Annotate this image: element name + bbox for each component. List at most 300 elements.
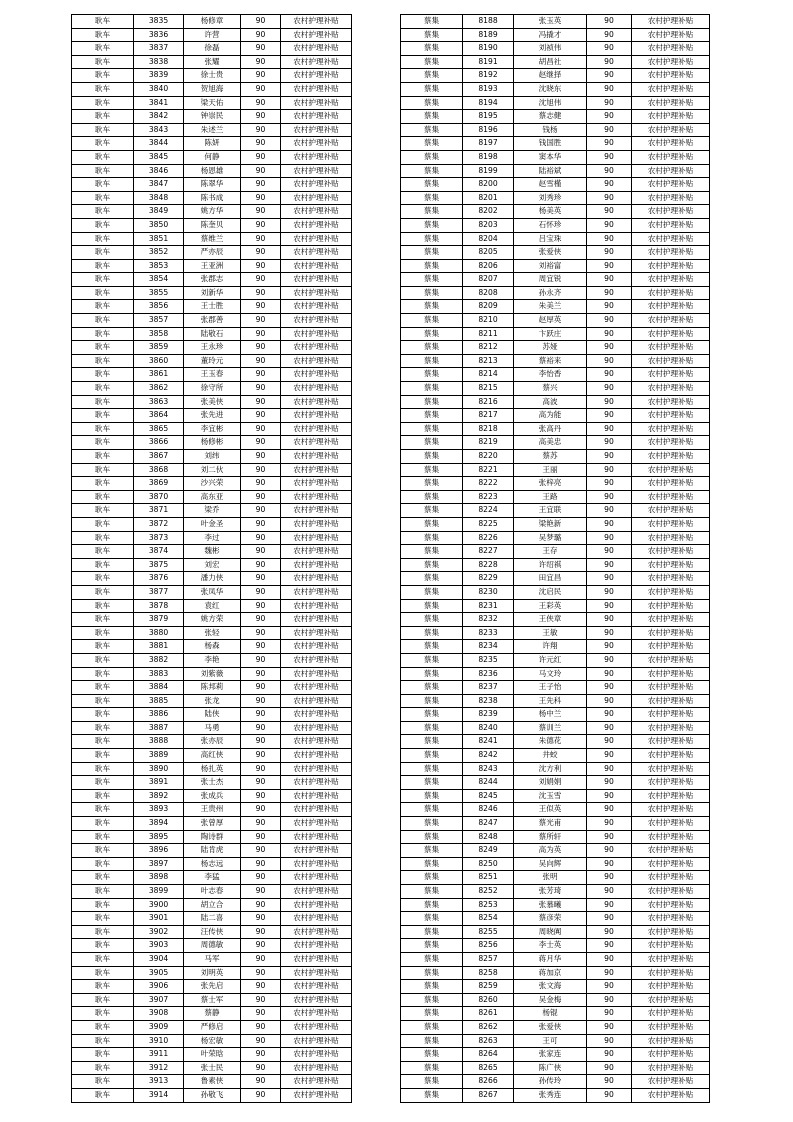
- table-row: [72, 354, 352, 368]
- name-cell: 高为英: [514, 844, 587, 858]
- village-cell: 耿车: [72, 830, 134, 844]
- subsidy-type-cell: 农村护理补贴: [281, 585, 352, 599]
- subsidy-type-cell: 农村护理补贴: [281, 844, 352, 858]
- village-cell: 耿车: [72, 898, 134, 912]
- id-cell: 8257: [463, 952, 514, 966]
- amount-cell: 90: [587, 694, 632, 708]
- table-row: [72, 273, 352, 287]
- subsidy-type-cell: 农村护理补贴: [632, 626, 710, 640]
- name-cell: 王路: [514, 490, 587, 504]
- table-row: [72, 1020, 352, 1034]
- id-cell: 3908: [134, 1007, 184, 1021]
- amount-cell: 90: [587, 286, 632, 300]
- name-cell: 苏娅: [514, 341, 587, 355]
- amount-cell: 90: [587, 504, 632, 518]
- amount-cell: 90: [587, 952, 632, 966]
- amount-cell: 90: [587, 273, 632, 287]
- subsidy-type-cell: 农村护理补贴: [281, 286, 352, 300]
- name-cell: 陆裕斌: [514, 164, 587, 178]
- subsidy-type-cell: 农村护理补贴: [281, 150, 352, 164]
- table-row: [72, 150, 352, 164]
- amount-cell: 90: [587, 925, 632, 939]
- name-cell: 周晓阗: [514, 925, 587, 939]
- id-cell: 3870: [134, 490, 184, 504]
- subsidy-type-cell: 农村护理补贴: [632, 545, 710, 559]
- name-cell: 许绍祺: [514, 558, 587, 572]
- id-cell: 3871: [134, 504, 184, 518]
- subsidy-type-cell: 农村护理补贴: [281, 463, 352, 477]
- id-cell: 3843: [134, 123, 184, 137]
- table-row: [401, 585, 710, 599]
- subsidy-type-cell: 农村护理补贴: [281, 327, 352, 341]
- village-cell: 蔡集: [401, 640, 463, 654]
- village-cell: 耿车: [72, 422, 134, 436]
- id-cell: 8245: [463, 789, 514, 803]
- id-cell: 8217: [463, 409, 514, 423]
- table-row: [401, 708, 710, 722]
- name-cell: 吴金梅: [514, 993, 587, 1007]
- name-cell: 田宜昌: [514, 572, 587, 586]
- subsidy-type-cell: 农村护理补贴: [281, 246, 352, 260]
- name-cell: 钟崇民: [184, 110, 241, 124]
- name-cell: 杨志远: [184, 857, 241, 871]
- table-row: [401, 640, 710, 654]
- id-cell: 3840: [134, 82, 184, 96]
- village-cell: 蔡集: [401, 517, 463, 531]
- village-cell: 耿车: [72, 640, 134, 654]
- amount-cell: 90: [241, 653, 281, 667]
- amount-cell: 90: [587, 191, 632, 205]
- village-cell: 耿车: [72, 246, 134, 260]
- amount-cell: 90: [241, 830, 281, 844]
- name-cell: 刘明英: [184, 966, 241, 980]
- village-cell: 耿车: [72, 96, 134, 110]
- name-cell: 杨中兰: [514, 708, 587, 722]
- name-cell: 蔡彦荣: [514, 912, 587, 926]
- name-cell: 张士杰: [184, 776, 241, 790]
- village-cell: 耿车: [72, 952, 134, 966]
- village-cell: 耿车: [72, 82, 134, 96]
- id-cell: 8215: [463, 382, 514, 396]
- table-row: [401, 69, 710, 83]
- name-cell: 蒋月华: [514, 952, 587, 966]
- amount-cell: 90: [241, 286, 281, 300]
- subsidy-type-cell: 农村护理补贴: [632, 450, 710, 464]
- table-row: [72, 422, 352, 436]
- name-cell: 朱美兰: [514, 300, 587, 314]
- amount-cell: 90: [241, 55, 281, 69]
- subsidy-type-cell: 农村护理补贴: [281, 708, 352, 722]
- name-cell: 张芳琦: [514, 885, 587, 899]
- id-cell: 3893: [134, 803, 184, 817]
- table-row: [401, 762, 710, 776]
- name-cell: 张郡志: [184, 273, 241, 287]
- table-row: [401, 232, 710, 246]
- name-cell: 蔡兴: [514, 382, 587, 396]
- id-cell: 3848: [134, 191, 184, 205]
- subsidy-type-cell: 农村护理补贴: [632, 354, 710, 368]
- amount-cell: 90: [587, 966, 632, 980]
- table-row: [72, 708, 352, 722]
- id-cell: 3894: [134, 817, 184, 831]
- amount-cell: 90: [241, 205, 281, 219]
- village-cell: 耿车: [72, 613, 134, 627]
- id-cell: 3846: [134, 164, 184, 178]
- table-row: [72, 776, 352, 790]
- id-cell: 3855: [134, 286, 184, 300]
- amount-cell: 90: [587, 803, 632, 817]
- id-cell: 3884: [134, 681, 184, 695]
- village-cell: 蔡集: [401, 341, 463, 355]
- id-cell: 8259: [463, 980, 514, 994]
- village-cell: 蔡集: [401, 1034, 463, 1048]
- village-cell: 蔡集: [401, 205, 463, 219]
- village-cell: 蔡集: [401, 789, 463, 803]
- amount-cell: 90: [241, 626, 281, 640]
- village-cell: 耿车: [72, 191, 134, 205]
- name-cell: 孙敬飞: [184, 1088, 241, 1102]
- amount-cell: 90: [587, 735, 632, 749]
- subsidy-type-cell: 农村护理补贴: [281, 735, 352, 749]
- name-cell: 周德敏: [184, 939, 241, 953]
- id-cell: 8240: [463, 721, 514, 735]
- id-cell: 3890: [134, 762, 184, 776]
- village-cell: 耿车: [72, 300, 134, 314]
- name-cell: 张龙: [184, 694, 241, 708]
- table-row: [72, 653, 352, 667]
- name-cell: 蔡光甫: [514, 817, 587, 831]
- id-cell: 3841: [134, 96, 184, 110]
- amount-cell: 90: [241, 137, 281, 151]
- amount-cell: 90: [241, 42, 281, 56]
- amount-cell: 90: [241, 694, 281, 708]
- name-cell: 王贵州: [184, 803, 241, 817]
- village-cell: 蔡集: [401, 327, 463, 341]
- id-cell: 8251: [463, 871, 514, 885]
- table-row: [72, 137, 352, 151]
- table-row: [401, 531, 710, 545]
- subsidy-type-cell: 农村护理补贴: [632, 640, 710, 654]
- table-row: [72, 327, 352, 341]
- table-row: [401, 286, 710, 300]
- table-row: [401, 626, 710, 640]
- table-row: [72, 531, 352, 545]
- village-cell: 蔡集: [401, 1020, 463, 1034]
- table-row: [401, 952, 710, 966]
- table-row: [72, 15, 352, 29]
- id-cell: 3864: [134, 409, 184, 423]
- id-cell: 3891: [134, 776, 184, 790]
- amount-cell: 90: [587, 653, 632, 667]
- table-row: [72, 55, 352, 69]
- subsidy-type-cell: 农村护理补贴: [632, 1034, 710, 1048]
- village-cell: 蔡集: [401, 382, 463, 396]
- id-cell: 8221: [463, 463, 514, 477]
- subsidy-type-cell: 农村护理补贴: [632, 504, 710, 518]
- name-cell: 赵厚英: [514, 314, 587, 328]
- table-row: [72, 409, 352, 423]
- id-cell: 8252: [463, 885, 514, 899]
- id-cell: 8263: [463, 1034, 514, 1048]
- amount-cell: 90: [241, 409, 281, 423]
- amount-cell: 90: [587, 55, 632, 69]
- id-cell: 8207: [463, 273, 514, 287]
- name-cell: 梁艳新: [514, 517, 587, 531]
- subsidy-type-cell: 农村护理补贴: [281, 1007, 352, 1021]
- subsidy-type-cell: 农村护理补贴: [281, 69, 352, 83]
- table-row: [72, 259, 352, 273]
- table-row: [72, 667, 352, 681]
- subsidy-type-cell: 农村护理补贴: [632, 28, 710, 42]
- subsidy-type-cell: 农村护理补贴: [281, 803, 352, 817]
- name-cell: 刘裕富: [514, 259, 587, 273]
- amount-cell: 90: [241, 762, 281, 776]
- amount-cell: 90: [587, 980, 632, 994]
- subsidy-type-cell: 农村护理补贴: [632, 966, 710, 980]
- subsidy-type-cell: 农村护理补贴: [632, 1061, 710, 1075]
- amount-cell: 90: [241, 749, 281, 763]
- village-cell: 耿车: [72, 776, 134, 790]
- id-cell: 8241: [463, 735, 514, 749]
- village-cell: 蔡集: [401, 273, 463, 287]
- id-cell: 8261: [463, 1007, 514, 1021]
- subsidy-type-cell: 农村护理补贴: [281, 259, 352, 273]
- village-cell: 耿车: [72, 477, 134, 491]
- village-cell: 蔡集: [401, 436, 463, 450]
- village-cell: 蔡集: [401, 830, 463, 844]
- amount-cell: 90: [587, 96, 632, 110]
- id-cell: 3844: [134, 137, 184, 151]
- name-cell: 马勇: [184, 721, 241, 735]
- table-row: [72, 517, 352, 531]
- village-cell: 蔡集: [401, 395, 463, 409]
- village-cell: 蔡集: [401, 844, 463, 858]
- table-row: [72, 789, 352, 803]
- subsidy-type-cell: 农村护理补贴: [281, 273, 352, 287]
- village-cell: 耿车: [72, 803, 134, 817]
- village-cell: 蔡集: [401, 42, 463, 56]
- table-row: [72, 300, 352, 314]
- table-row: [72, 803, 352, 817]
- amount-cell: 90: [241, 613, 281, 627]
- village-cell: 蔡集: [401, 653, 463, 667]
- name-cell: 朱德花: [514, 735, 587, 749]
- village-cell: 耿车: [72, 218, 134, 232]
- name-cell: 刘秀珍: [514, 191, 587, 205]
- name-cell: 吴向辉: [514, 857, 587, 871]
- subsidy-type-cell: 农村护理补贴: [632, 857, 710, 871]
- table-row: [72, 178, 352, 192]
- name-cell: 王子怡: [514, 681, 587, 695]
- amount-cell: 90: [241, 789, 281, 803]
- table-row: [72, 871, 352, 885]
- subsidy-type-cell: 农村护理补贴: [281, 749, 352, 763]
- name-cell: 蔡所轩: [514, 830, 587, 844]
- subsidy-type-cell: 农村护理补贴: [281, 776, 352, 790]
- subsidy-type-cell: 农村护理补贴: [281, 450, 352, 464]
- amount-cell: 90: [241, 885, 281, 899]
- id-cell: 8196: [463, 123, 514, 137]
- village-cell: 蔡集: [401, 1075, 463, 1089]
- name-cell: 王永珍: [184, 341, 241, 355]
- village-cell: 耿车: [72, 681, 134, 695]
- amount-cell: 90: [587, 817, 632, 831]
- subsidy-type-cell: 农村护理补贴: [632, 871, 710, 885]
- amount-cell: 90: [587, 572, 632, 586]
- village-cell: 蔡集: [401, 286, 463, 300]
- id-cell: 8195: [463, 110, 514, 124]
- name-cell: 王丽: [514, 463, 587, 477]
- table-row: [72, 450, 352, 464]
- table-row: [72, 246, 352, 260]
- name-cell: 冯撬才: [514, 28, 587, 42]
- name-cell: 马军: [184, 952, 241, 966]
- name-cell: 严亦辰: [184, 246, 241, 260]
- name-cell: 蒋加京: [514, 966, 587, 980]
- village-cell: 蔡集: [401, 776, 463, 790]
- table-row: [72, 885, 352, 899]
- amount-cell: 90: [241, 776, 281, 790]
- id-cell: 3836: [134, 28, 184, 42]
- name-cell: 徐守所: [184, 382, 241, 396]
- id-cell: 8229: [463, 572, 514, 586]
- amount-cell: 90: [241, 191, 281, 205]
- id-cell: 8190: [463, 42, 514, 56]
- village-cell: 蔡集: [401, 490, 463, 504]
- subsidy-type-cell: 农村护理补贴: [632, 314, 710, 328]
- amount-cell: 90: [241, 110, 281, 124]
- amount-cell: 90: [241, 721, 281, 735]
- village-cell: 耿车: [72, 273, 134, 287]
- amount-cell: 90: [241, 545, 281, 559]
- village-cell: 蔡集: [401, 463, 463, 477]
- name-cell: 卞跃庄: [514, 327, 587, 341]
- id-cell: 8228: [463, 558, 514, 572]
- name-cell: 叶荣晗: [184, 1048, 241, 1062]
- table-row: [401, 885, 710, 899]
- subsidy-type-cell: 农村护理补贴: [281, 613, 352, 627]
- village-cell: 耿车: [72, 844, 134, 858]
- subsidy-type-cell: 农村护理补贴: [632, 178, 710, 192]
- name-cell: 胡昌社: [514, 55, 587, 69]
- table-row: [401, 572, 710, 586]
- village-cell: 耿车: [72, 137, 134, 151]
- village-cell: 蔡集: [401, 123, 463, 137]
- amount-cell: 90: [587, 314, 632, 328]
- subsidy-type-cell: 农村护理补贴: [281, 504, 352, 518]
- village-cell: 蔡集: [401, 952, 463, 966]
- table-row: [72, 490, 352, 504]
- table-row: [401, 721, 710, 735]
- id-cell: 8205: [463, 246, 514, 260]
- table-row: [72, 844, 352, 858]
- village-cell: 耿车: [72, 1007, 134, 1021]
- table-row: [72, 232, 352, 246]
- subsidy-type-cell: 农村护理补贴: [632, 463, 710, 477]
- table-row: [72, 382, 352, 396]
- name-cell: 董玲元: [184, 354, 241, 368]
- amount-cell: 90: [587, 749, 632, 763]
- name-cell: 陈奎贝: [184, 218, 241, 232]
- subsidy-type-cell: 农村护理补贴: [281, 817, 352, 831]
- village-cell: 耿车: [72, 259, 134, 273]
- name-cell: 刘新华: [184, 286, 241, 300]
- id-cell: 3865: [134, 422, 184, 436]
- village-cell: 耿车: [72, 531, 134, 545]
- table-row: [72, 966, 352, 980]
- name-cell: 贺旭海: [184, 82, 241, 96]
- village-cell: 蔡集: [401, 749, 463, 763]
- name-cell: 沈启民: [514, 585, 587, 599]
- name-cell: 沈旭伟: [514, 96, 587, 110]
- id-cell: 3905: [134, 966, 184, 980]
- table-row: [72, 286, 352, 300]
- village-cell: 耿车: [72, 925, 134, 939]
- village-cell: 耿车: [72, 939, 134, 953]
- name-cell: 张先进: [184, 409, 241, 423]
- amount-cell: 90: [587, 218, 632, 232]
- village-cell: 蔡集: [401, 531, 463, 545]
- name-cell: 杨森: [184, 640, 241, 654]
- village-cell: 蔡集: [401, 762, 463, 776]
- table-row: [401, 314, 710, 328]
- subsidy-type-cell: 农村护理补贴: [632, 708, 710, 722]
- amount-cell: 90: [587, 1034, 632, 1048]
- subsidy-type-cell: 农村护理补贴: [281, 517, 352, 531]
- amount-cell: 90: [587, 613, 632, 627]
- village-cell: 耿车: [72, 178, 134, 192]
- amount-cell: 90: [587, 327, 632, 341]
- village-cell: 蔡集: [401, 735, 463, 749]
- id-cell: 8208: [463, 286, 514, 300]
- subsidy-type-cell: 农村护理补贴: [281, 1034, 352, 1048]
- village-cell: 耿车: [72, 1020, 134, 1034]
- id-cell: 8202: [463, 205, 514, 219]
- subsidy-type-cell: 农村护理补贴: [632, 844, 710, 858]
- name-cell: 沈晓东: [514, 82, 587, 96]
- table-row: [401, 300, 710, 314]
- subsidy-type-cell: 农村护理补贴: [632, 150, 710, 164]
- name-cell: 王彩英: [514, 599, 587, 613]
- name-cell: 陈翠华: [184, 178, 241, 192]
- name-cell: 张成兵: [184, 789, 241, 803]
- name-cell: 何静: [184, 150, 241, 164]
- amount-cell: 90: [587, 232, 632, 246]
- table-row: [401, 599, 710, 613]
- id-cell: 8249: [463, 844, 514, 858]
- id-cell: 3866: [134, 436, 184, 450]
- subsidy-type-cell: 农村护理补贴: [632, 925, 710, 939]
- id-cell: 8224: [463, 504, 514, 518]
- id-cell: 8211: [463, 327, 514, 341]
- village-cell: 耿车: [72, 585, 134, 599]
- village-cell: 蔡集: [401, 925, 463, 939]
- village-cell: 蔡集: [401, 898, 463, 912]
- table-row: [401, 409, 710, 423]
- subsidy-type-cell: 农村护理补贴: [281, 436, 352, 450]
- amount-cell: 90: [587, 409, 632, 423]
- amount-cell: 90: [587, 1075, 632, 1089]
- amount-cell: 90: [241, 735, 281, 749]
- name-cell: 王玉春: [184, 368, 241, 382]
- table-row: [72, 314, 352, 328]
- name-cell: 蔡维兰: [184, 232, 241, 246]
- subsidy-type-cell: 农村护理补贴: [632, 653, 710, 667]
- table-row: [72, 735, 352, 749]
- village-cell: 蔡集: [401, 912, 463, 926]
- subsidy-type-cell: 农村护理补贴: [632, 1020, 710, 1034]
- subsidy-type-cell: 农村护理补贴: [281, 123, 352, 137]
